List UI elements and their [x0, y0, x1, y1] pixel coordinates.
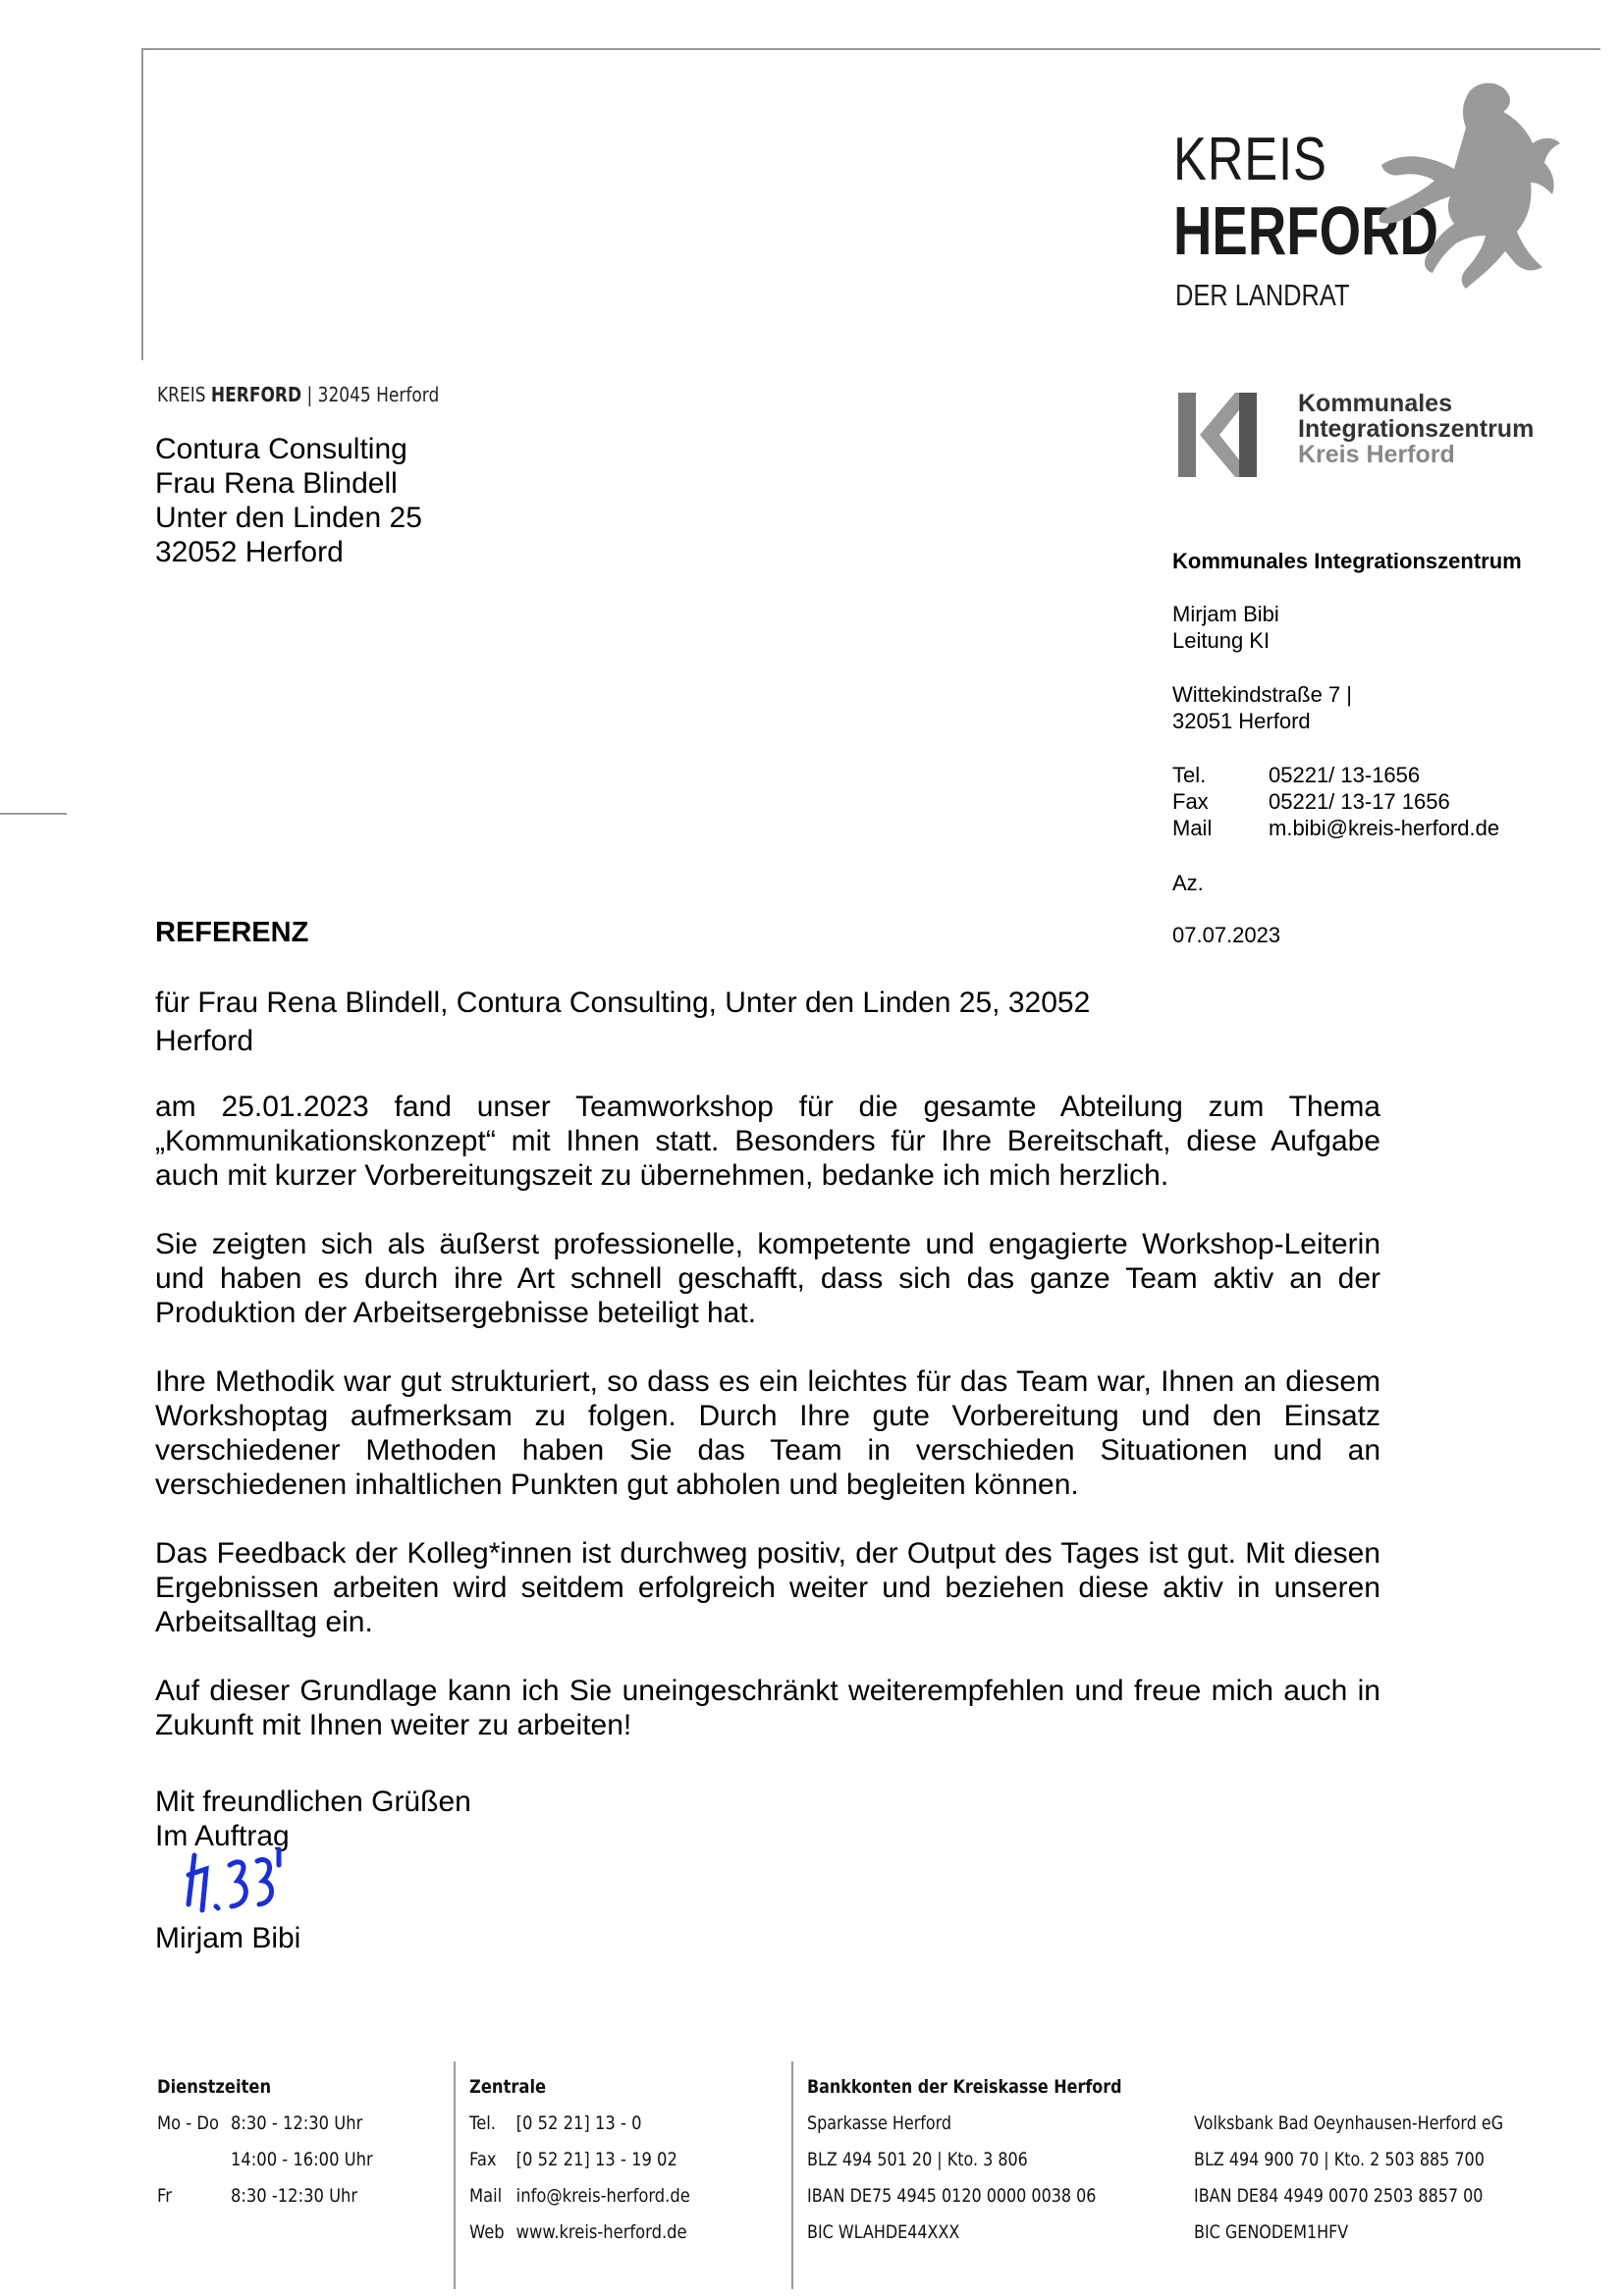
recipient-street: Unter den Linden 25 [155, 502, 422, 534]
footer-hours-day2: Fr [157, 2185, 172, 2207]
contact-position: Leitung KI [1172, 628, 1271, 653]
contact-department: Kommunales Integrationszentrum [1172, 549, 1522, 573]
contact-mail-label: Mail [1172, 816, 1213, 840]
letter-for-line: für Frau Rena Blindell, Contura Consulting, Unter den Linden 25, 32052 Herford [155, 987, 1091, 1057]
footer-hours-time1b: 14:00 - 16:00 Uhr [231, 2149, 373, 2170]
contact-fax-label: Fax [1172, 789, 1209, 814]
footer-central [469, 2069, 702, 2251]
sender-return-line [157, 383, 439, 406]
header-frame-top [141, 48, 1600, 50]
ki-logo-icon [1178, 393, 1257, 477]
body-paragraph-1: am 25.01.2023 fand unser Teamworkshop für die gesamte Abteilung zum Thema „Kommunikationskonzept“ mit Ihnen statt. Besonders für Ihre Bereitschaft, diese Aufgabe auch mit kurzer Vorbereitungszeit zu übernehmen, bedanke ich mich herzlich. [155, 1091, 1380, 1192]
footer-bank1-blz: BLZ 494 501 20 | Kto. 3 806 [807, 2149, 1028, 2170]
contact-person [1172, 601, 1279, 654]
letter-body [155, 1090, 1380, 1777]
footer-bank2-iban: IBAN DE84 4949 0070 2503 8857 00 [1194, 2185, 1484, 2207]
signature-name: Mirjam Bibi [155, 1922, 301, 1954]
closing-im-auftrag: Im Auftrag [155, 1820, 290, 1852]
logo-kreis-text: KREIS [1173, 126, 1327, 193]
footer-bank-title: Bankkonten der Kreiskasse Herford [807, 2076, 1122, 2098]
footer-mail-label: Mail [469, 2185, 503, 2207]
recipient-address [155, 432, 422, 569]
contact-address [1172, 681, 1352, 734]
contact-numbers [1172, 762, 1499, 841]
logo-landrat-text: DER LANDRAT [1175, 278, 1350, 312]
contact-street: Wittekindstraße 7 | [1172, 682, 1352, 707]
footer-tel-label: Tel. [469, 2112, 496, 2134]
ki-logo-line2: Integrationszentrum [1298, 415, 1535, 443]
contact-tel: 05221/ 13-1656 [1269, 763, 1421, 787]
logo-herford-text: HERFORD [1173, 192, 1438, 269]
footer-hours-day1: Mo - Do [157, 2112, 219, 2134]
footer-divider-2 [791, 2061, 793, 2289]
contact-city: 32051 Herford [1172, 709, 1311, 733]
sender-rest: | 32045 Herford [306, 383, 440, 406]
sender-kreis: KREIS [157, 383, 206, 406]
horse-logo-icon [1360, 79, 1566, 294]
footer-hours-title: Dienstzeiten [157, 2076, 272, 2098]
header-frame-left [141, 48, 143, 360]
contact-name: Mirjam Bibi [1172, 602, 1279, 626]
contact-mail: m.bibi@kreis-herford.de [1269, 816, 1500, 840]
contact-fax: 05221/ 13-17 1656 [1269, 789, 1450, 814]
ki-logo-line1: Kommunales [1298, 390, 1452, 417]
footer-hours-time2: 8:30 -12:30 Uhr [231, 2185, 358, 2207]
closing-greeting: Mit freundlichen Grüßen [155, 1786, 471, 1818]
body-paragraph-5: Auf dieser Grundlage kann ich Sie uneingeschränkt weiterempfehlen und freue mich auch in Zukunft mit Ihnen weiter zu arbeiten! [155, 1675, 1380, 1741]
footer-hours-time1a: 8:30 - 12:30 Uhr [231, 2112, 363, 2134]
footer-bank2-bic: BIC GENODEM1HFV [1194, 2221, 1349, 2243]
body-paragraph-2: Sie zeigten sich als äußerst professionelle, kompetente und engagierte Workshop-Leiterin und haben es durch ihre Art schnell geschafft, dass sich das ganze Team aktiv an der Produktion der Arbeitsergebnisse beteiligt hat. [155, 1228, 1380, 1329]
footer-fax: [0 52 21] 13 - 19 02 [515, 2149, 677, 2170]
footer-bank2 [1194, 2106, 1503, 2251]
footer-bank2-blz: BLZ 494 900 70 | Kto. 2 503 885 700 [1194, 2149, 1485, 2170]
body-paragraph-4: Das Feedback der Kolleg*innen ist durchweg positiv, der Output des Tages ist gut. Mit diesen Ergebnissen arbeiten wird seitdem erfolgreich weiter und beziehen diese aktiv in unseren Arbeitsalltag ein. [155, 1537, 1380, 1638]
recipient-name: Frau Rena Blindell [155, 467, 398, 500]
footer-bank1-iban: IBAN DE75 4945 0120 0000 0038 06 [807, 2185, 1097, 2207]
footer-bank2-name: Volksbank Bad Oeynhausen-Herford eG [1194, 2112, 1504, 2134]
footer-hours [157, 2069, 385, 2215]
contact-tel-label: Tel. [1172, 763, 1207, 787]
footer-web-label: Web [469, 2221, 505, 2243]
body-paragraph-3: Ihre Methodik war gut strukturiert, so dass es ein leichtes für das Team war, Ihnen an diesem Workshoptag aufmerksam zu folgen. Durch Ihre gute Vorbereitung und den Einsatz verschiedener Methoden haben Sie das Team in verschieden Situationen und an verschiedenen inhaltlichen Punkten gut abholen und begleiten können. [155, 1365, 1380, 1501]
footer-mail[interactable]: info@kreis-herford.de [515, 2185, 690, 2207]
recipient-city: 32052 Herford [155, 536, 344, 568]
letter-date: 07.07.2023 [1172, 923, 1281, 947]
recipient-company: Contura Consulting [155, 433, 407, 465]
footer-central-title: Zentrale [469, 2076, 547, 2098]
fold-mark [0, 813, 67, 815]
footer-web[interactable]: www.kreis-herford.de [515, 2221, 687, 2243]
footer-fax-label: Fax [469, 2149, 497, 2170]
letter-subject: REFERENZ [155, 917, 309, 948]
contact-az-label: Az. [1172, 871, 1204, 895]
sender-herford: HERFORD [210, 383, 302, 406]
footer-bank1-bic: BIC WLAHDE44XXX [807, 2221, 960, 2243]
footer-divider-1 [454, 2061, 456, 2289]
footer-bank1 [807, 2069, 1122, 2251]
footer-tel: [0 52 21] 13 - 0 [515, 2112, 642, 2134]
footer-bank1-name: Sparkasse Herford [807, 2112, 952, 2134]
ki-logo-line3: Kreis Herford [1298, 441, 1455, 468]
ki-logo-text [1298, 391, 1534, 467]
